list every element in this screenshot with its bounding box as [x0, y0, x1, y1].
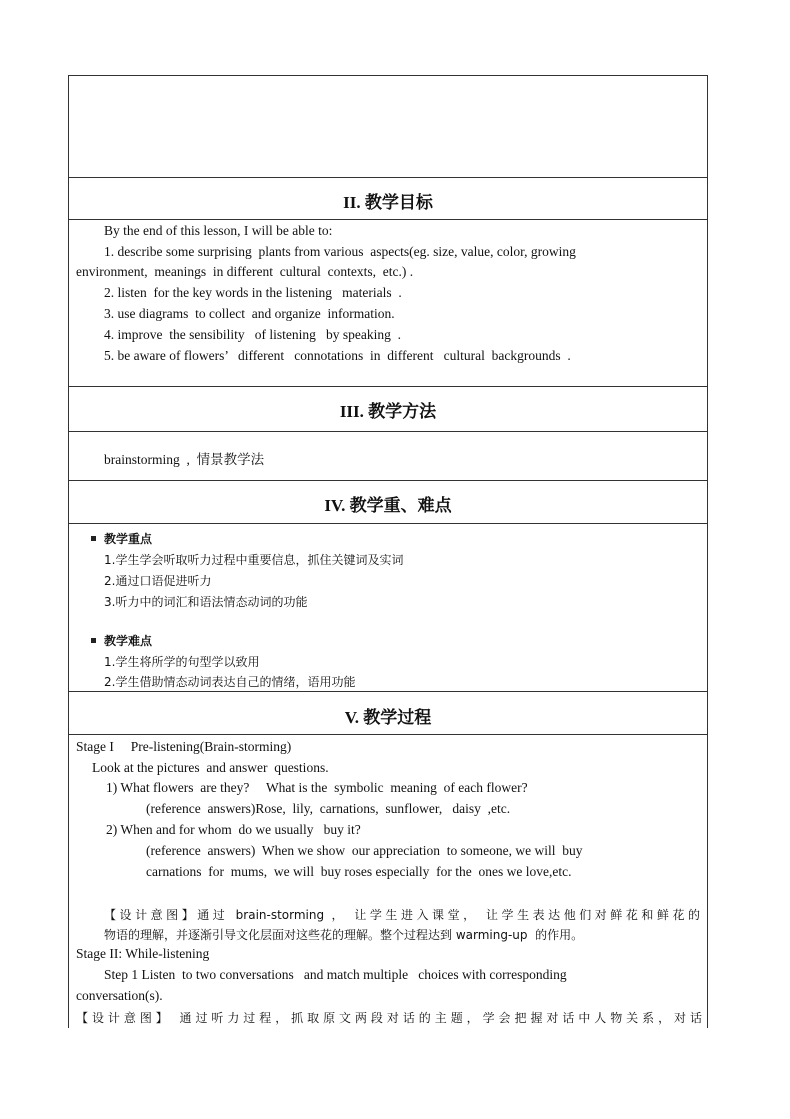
objective-item-1: 1. describe some surprising plants from various aspects(eg. size, value, color, growing	[104, 244, 576, 259]
objective-item-1-cont: environment, meanings in different cultural contexts, etc.) .	[76, 264, 414, 279]
difficulty-item: 1.学生将所学的句型学以致用	[104, 655, 260, 669]
objective-item-4: 4. improve the sensibility of listening by speaking .	[104, 327, 401, 342]
key-points-heading: IV. 教学重、难点	[324, 496, 452, 515]
objective-item-3: 3. use diagrams to collect and organize information.	[104, 306, 395, 321]
bullet-icon	[91, 638, 96, 643]
question-2-answer: (reference answers) When we show our appreciation to someone, we will buy	[146, 843, 583, 858]
difficulty-item: 2.学生借助情态动词表达自己的情绪，语用功能	[104, 675, 356, 689]
design-intent-1-cont: 物语的理解，并逐渐引导文化层面对这些花的理解。整个过程达到 warming-up 的作用。	[104, 928, 584, 942]
row-divider	[68, 431, 708, 432]
process-heading: V. 教学过程	[344, 708, 432, 727]
bullet-icon	[91, 536, 96, 541]
difficulty-heading: 教学难点	[104, 634, 153, 648]
row-divider	[68, 480, 708, 481]
stage1-title: Stage I Pre-listening(Brain-storming)	[76, 739, 292, 754]
row-divider	[68, 691, 708, 692]
question-1: 1) What flowers are they? What is the symbolic meaning of each flower?	[106, 780, 528, 795]
focus-heading: 教学重点	[104, 532, 153, 546]
row-divider	[68, 523, 708, 524]
row-divider	[68, 386, 708, 387]
question-1-answer: (reference answers)Rose, lily, carnations, sunflower, daisy ,etc.	[146, 801, 511, 816]
focus-item: 1.学生学会听取听力过程中重要信息，抓住关键词及实词	[104, 553, 404, 567]
design-intent-1: 【设计意图】通过 brain-storming ， 让学生进入课堂， 让学生表达他们对鲜花和鲜花的	[104, 908, 700, 922]
focus-item: 2.通过口语促进听力	[104, 574, 212, 588]
stage1-intro: Look at the pictures and answer questions.	[92, 760, 329, 775]
step1-text: Step 1 Listen to two conversations and match multiple choices with corresponding	[104, 967, 567, 982]
stage2-title: Stage II: While-listening	[76, 946, 210, 961]
row-divider	[68, 219, 708, 220]
methods-text: brainstorming , 情景教学法	[104, 452, 265, 467]
question-2: 2) When and for whom do we usually buy it?	[106, 822, 361, 837]
objective-item-2: 2. listen for the key words in the listening materials .	[104, 285, 402, 300]
objectives-heading: II. 教学目标	[343, 193, 433, 212]
question-2-answer-cont: carnations for mums, we will buy roses especially for the ones we love,etc.	[146, 864, 572, 879]
step1-text-cont: conversation(s).	[76, 988, 163, 1003]
objective-item-5: 5. be aware of flowers’ different connotations in different cultural backgrounds .	[104, 348, 571, 363]
focus-item: 3.听力中的词汇和语法情态动词的功能	[104, 595, 308, 609]
row-divider	[68, 177, 708, 178]
methods-heading: III. 教学方法	[339, 402, 437, 421]
design-intent-2: 【设计意图】 通过听力过程，抓取原文两段对话的主题，学会把握对话中人物关系，对话	[76, 1011, 702, 1025]
row-divider	[68, 734, 708, 735]
objectives-intro: By the end of this lesson, I will be able to:	[104, 223, 333, 238]
